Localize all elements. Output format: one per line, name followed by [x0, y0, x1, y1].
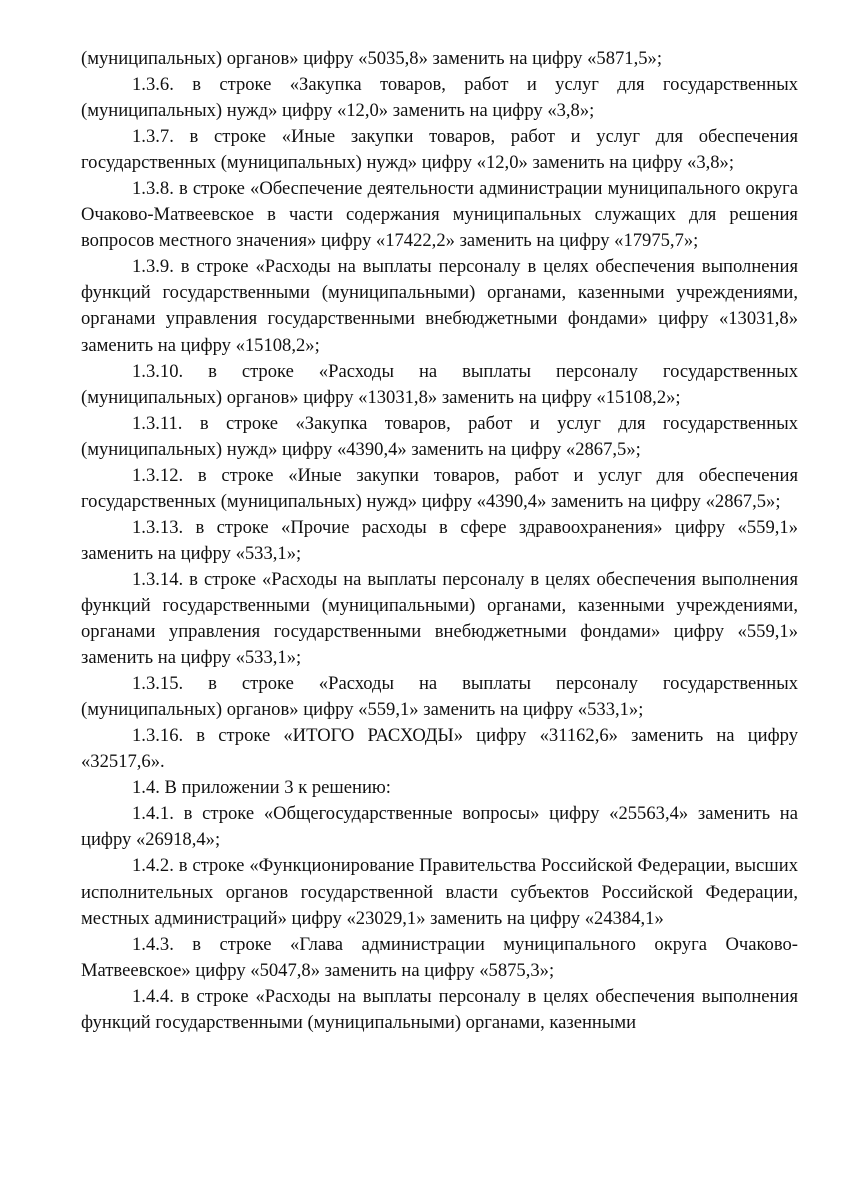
paragraph-1-4-2: 1.4.2. в строке «Функционирование Правительства Российской Федерации, высших исполнительных органов государственной власти субъектов Российской Федерации, местных администраций» цифру «23029,1» заменить на цифру «24384,1»: [81, 855, 798, 929]
paragraph-1-3-10: 1.3.10. в строке «Расходы на выплаты персоналу государственных (муниципальных) органов» цифру «13031,8» заменить на цифру «15108,2»;: [81, 360, 798, 408]
document-body: [81, 46, 798, 1036]
paragraph-1-4: 1.4. В приложении 3 к решению:: [132, 777, 391, 799]
paragraph-1-3-15: 1.3.15. в строке «Расходы на выплаты персоналу государственных (муниципальных) органов» цифру «559,1» заменить на цифру «533,1»;: [81, 673, 798, 721]
paragraph-1-4-1: 1.4.1. в строке «Общегосударственные вопросы» цифру «25563,4» заменить на цифру «26918,4»;: [81, 803, 798, 851]
paragraph-1-3-8: 1.3.8. в строке «Обеспечение деятельности администрации муниципального округа Очаково-Матвеевское в части содержания муниципальных служащих для решения вопросов местного значения» цифру «17422,2» заменить на цифру «17975,7»;: [81, 178, 798, 252]
paragraph-1-4-4: 1.4.4. в строке «Расходы на выплаты персоналу в целях обеспечения выполнения функций государственными (муниципальными) органами, казенными: [81, 985, 798, 1033]
paragraph-1-3-9: 1.3.9. в строке «Расходы на выплаты персоналу в целях обеспечения выполнения функций государственными (муниципальными) органами, казенными учреждениями, органами управления государственными внебюджетными фондами» цифру «13031,8» заменить на цифру «15108,2»;: [81, 256, 798, 356]
paragraph-continuation: (муниципальных) органов» цифру «5035,8» заменить на цифру «5871,5»;: [81, 48, 662, 69]
paragraph-1-4-3: 1.4.3. в строке «Глава администрации муниципального округа Очаково-Матвеевское» цифру «5047,8» заменить на цифру «5875,3»;: [81, 933, 798, 981]
paragraph-1-3-16: 1.3.16. в строке «ИТОГО РАСХОДЫ» цифру «31162,6» заменить на цифру «32517,6».: [81, 725, 798, 773]
paragraph-1-3-13: 1.3.13. в строке «Прочие расходы в сфере здравоохранения» цифру «559,1» заменить на цифру «533,1»;: [81, 516, 798, 564]
paragraph-1-3-6: 1.3.6. в строке «Закупка товаров, работ и услуг для государственных (муниципальных) нужд» цифру «12,0» заменить на цифру «3,8»;: [81, 74, 798, 122]
paragraph-1-3-7: 1.3.7. в строке «Иные закупки товаров, работ и услуг для обеспечения государственных (муниципальных) нужд» цифру «12,0» заменить на цифру «3,8»;: [81, 126, 798, 174]
paragraph-1-3-12: 1.3.12. в строке «Иные закупки товаров, работ и услуг для обеспечения государственных (муниципальных) нужд» цифру «4390,4» заменить на цифру «2867,5»;: [81, 464, 798, 512]
paragraph-1-3-11: 1.3.11. в строке «Закупка товаров, работ и услуг для государственных (муниципальных) нужд» цифру «4390,4» заменить на цифру «2867,5»;: [81, 412, 798, 460]
paragraph-1-3-14: 1.3.14. в строке «Расходы на выплаты персоналу в целях обеспечения выполнения функций государственными (муниципальными) органами, казенными учреждениями, органами управления государственными внебюджетными фондами» цифру «559,1» заменить на цифру «533,1»;: [81, 568, 798, 669]
